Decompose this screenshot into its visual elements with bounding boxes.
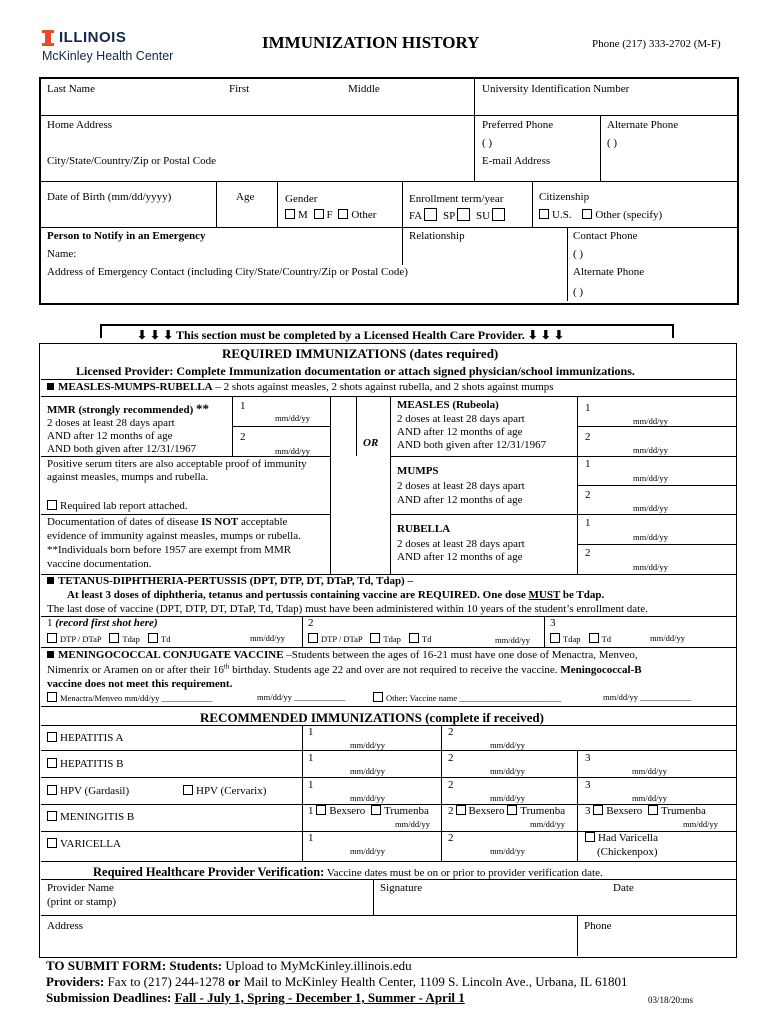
- mening-line-3: vaccine does not meet this requirement.: [47, 678, 233, 690]
- measles-dose-1-num: 1: [585, 402, 591, 414]
- dtp-dtap-checkbox[interactable]: [47, 633, 57, 643]
- preferred-phone-paren: ( ): [482, 137, 493, 149]
- required-immunizations-title: REQUIRED IMMUNIZATIONS (dates required): [222, 346, 499, 361]
- measles-rule-1: 2 doses at least 28 days apart: [397, 413, 525, 425]
- provider-print-note: (print or stamp): [47, 896, 117, 908]
- mmr-dose-1-num: 1: [240, 400, 246, 412]
- mmr-header: MEASLES-MUMPS-RUBELLA – 2 shots against measles, 2 shots against rubella, and 2 shots against mumps: [47, 381, 554, 395]
- gender-label: Gender: [285, 193, 318, 205]
- hpv-dose-2-num: 2: [448, 779, 454, 791]
- titer-note-1: Positive serum titers are also acceptable proof of immunity: [47, 458, 307, 470]
- varicella-dose-1-num: 1: [308, 832, 314, 844]
- provider-phone-field[interactable]: Phone: [584, 920, 612, 932]
- hep-b-checkbox[interactable]: [47, 758, 57, 768]
- varicella-checkbox[interactable]: [47, 838, 57, 848]
- mening-date-2[interactable]: mm/dd/yy ____________: [257, 692, 346, 702]
- tdap-checkbox[interactable]: [109, 633, 119, 643]
- rubella-dose-2-date[interactable]: mm/dd/yy: [633, 562, 668, 572]
- hep-a-dose-1-date[interactable]: mm/dd/yy: [350, 740, 385, 750]
- enrollment-options: FA SP SU: [409, 208, 508, 224]
- varicella-dose-2-num: 2: [448, 832, 454, 844]
- citizenship-label: Citizenship: [539, 191, 590, 203]
- menb-dose-2-date[interactable]: mm/dd/yy: [530, 819, 565, 829]
- emergency-title: Person to Notify in an Emergency: [47, 230, 206, 242]
- uin-field[interactable]: University Identification Number: [482, 83, 630, 95]
- mmr-rule-2: AND after 12 months of age: [47, 430, 173, 442]
- provider-banner: ⬇ ⬇ ⬇ This section must be completed by a Licensed Health Care Provider. ⬇ ⬇ ⬇: [137, 328, 564, 342]
- mumps-rule-2: AND after 12 months of age: [397, 494, 523, 506]
- alternate-contact-paren: ( ): [573, 286, 584, 298]
- tdap-col-2-label: 2: [308, 617, 314, 629]
- measles-dose-1-date[interactable]: mm/dd/yy: [633, 416, 668, 426]
- tdap-dose-3: Tdap Td: [550, 633, 611, 645]
- or-label: OR: [363, 437, 379, 449]
- gender-other-checkbox[interactable]: [338, 209, 348, 219]
- down-arrows-icon: ⬇ ⬇ ⬇: [137, 328, 174, 342]
- mmr-title: MMR (strongly recommended) **: [47, 401, 209, 416]
- signature-field[interactable]: Signature: [380, 882, 423, 894]
- down-arrows-icon: ⬇ ⬇ ⬇: [527, 328, 564, 342]
- tdap-checkbox[interactable]: [370, 633, 380, 643]
- emergency-address-field[interactable]: Address of Emergency Contact (including City/State/Country/Zip or Postal Code): [47, 266, 408, 278]
- alternate-phone-field[interactable]: Alternate Phone: [607, 119, 679, 131]
- brand-name: ILLINOIS: [59, 29, 127, 46]
- varicella-option: VARICELLA: [47, 838, 121, 852]
- trumenba-checkbox[interactable]: [648, 805, 658, 815]
- tdap-dose-2: DTP / DTaP Tdap Td: [308, 633, 431, 645]
- provider-name-field[interactable]: Provider Name: [47, 882, 114, 894]
- tdap-dose-1-date[interactable]: mm/dd/yy: [250, 633, 285, 643]
- contact-phone-paren: ( ): [573, 248, 584, 260]
- hep-a-dose-2-num: 2: [448, 726, 454, 738]
- mmr-rule-3: AND both given after 12/31/1967: [47, 443, 197, 455]
- hpv-gardasil-checkbox[interactable]: [47, 785, 57, 795]
- gender-m-checkbox[interactable]: [285, 209, 295, 219]
- hpv-cervarix-checkbox[interactable]: [183, 785, 193, 795]
- disease-doc-note-2: evidence of immunity against measles, mumps or rubella.: [47, 530, 301, 542]
- mening-other-option: Other: Vaccine name ________________________: [373, 692, 561, 704]
- recommended-title: RECOMMENDED IMMUNIZATIONS (complete if received): [200, 710, 544, 725]
- hpv-dose-2-date[interactable]: mm/dd/yy: [490, 793, 525, 803]
- bullet-square-icon: [47, 577, 54, 584]
- menactra-option: Menactra/Menveo mm/dd/yy ____________: [47, 692, 213, 704]
- health-center-name: McKinley Health Center: [42, 49, 174, 63]
- dob-field[interactable]: Date of Birth (mm/dd/yyyy): [47, 191, 172, 203]
- rubella-title: RUBELLA: [397, 523, 451, 535]
- last-name-field[interactable]: Last Name: [47, 83, 95, 95]
- varicella-dose-2-date[interactable]: mm/dd/yy: [490, 846, 525, 856]
- mumps-title: MUMPS: [397, 465, 439, 477]
- home-address-field[interactable]: Home Address: [47, 119, 113, 131]
- mmr-dose-2-date[interactable]: mm/dd/yy: [275, 446, 310, 456]
- had-varicella-option: Had Varicella: [585, 832, 658, 846]
- hep-a-checkbox[interactable]: [47, 732, 57, 742]
- rubella-rule-2: AND after 12 months of age: [397, 551, 523, 563]
- hep-b-dose-2-date[interactable]: mm/dd/yy: [490, 766, 525, 776]
- had-varicella-checkbox[interactable]: [585, 832, 595, 842]
- rubella-rule-1: 2 doses at least 28 days apart: [397, 538, 525, 550]
- relationship-field[interactable]: Relationship: [409, 230, 465, 242]
- mening-line-1: MENINGOCOCCAL CONJUGATE VACCINE –Students between the ages of 16-21 must have one dose of Menactra, Menveo,: [47, 649, 638, 663]
- submit-students-line: TO SUBMIT FORM: Students: Upload to MyMcKinley.illinois.edu: [46, 958, 412, 973]
- menb-dose-2: 2 Bexsero Trumenba: [448, 805, 566, 817]
- illinois-block-i-icon: [42, 30, 54, 46]
- trumenba-checkbox[interactable]: [507, 805, 517, 815]
- measles-title: MEASLES (Rubeola): [397, 399, 499, 411]
- mmr-rule-1: 2 doses at least 28 days apart: [47, 417, 175, 429]
- city-state-field[interactable]: City/State/Country/Zip or Postal Code: [47, 155, 216, 167]
- mumps-dose-1-date[interactable]: mm/dd/yy: [633, 473, 668, 483]
- measles-dose-2-date[interactable]: mm/dd/yy: [633, 445, 668, 455]
- bexsero-checkbox[interactable]: [456, 805, 466, 815]
- mumps-dose-1-num: 1: [585, 458, 591, 470]
- logo: [40, 26, 180, 70]
- td-checkbox[interactable]: [409, 633, 419, 643]
- hpv-dose-3-date[interactable]: mm/dd/yy: [632, 793, 667, 803]
- disease-doc-note-4: vaccine documentation.: [47, 558, 152, 570]
- preferred-phone-field[interactable]: Preferred Phone: [482, 119, 554, 131]
- mmr-dose-1-date[interactable]: mm/dd/yy: [275, 413, 310, 423]
- hep-b-dose-3-num: 3: [585, 752, 591, 764]
- menb-dose-3-date[interactable]: mm/dd/yy: [683, 819, 718, 829]
- bexsero-checkbox[interactable]: [593, 805, 603, 815]
- chickenpox-label: (Chickenpox): [597, 846, 658, 858]
- bullet-square-icon: [47, 651, 54, 658]
- bexsero-checkbox[interactable]: [316, 805, 326, 815]
- rubella-dose-1-num: 1: [585, 517, 591, 529]
- email-field[interactable]: E-mail Address: [482, 155, 551, 167]
- other-citizenship-checkbox[interactable]: [582, 209, 592, 219]
- verification-heading: Required Healthcare Provider Verification: Vaccine dates must be on or prior to provider verification date.: [93, 865, 603, 879]
- rubella-dose-1-date[interactable]: mm/dd/yy: [633, 532, 668, 542]
- mening-line-2: Nimenrix or Aramen on or after their 16th birthday. Students age 22 and over are not required to receive the vaccine. Meningococcal-B: [47, 662, 642, 676]
- disease-doc-note-3: **Individuals born before 1957 are exempt from MMR: [47, 544, 292, 556]
- menb-dose-1: 1 Bexsero Trumenba: [308, 805, 429, 817]
- tdap-dose-1: DTP / DTaP Tdap Td: [47, 633, 170, 645]
- submission-deadlines-line: Submission Deadlines: Fall - July 1, Spring - December 1, Summer - April 1: [46, 990, 465, 1005]
- citizenship-options: U.S. Other (specify): [539, 209, 662, 223]
- tdap-requirement: At least 3 doses of diphtheria, tetanus and pertussis containing vaccine are REQUIRED. One dose MUST be Tdap.: [67, 589, 605, 601]
- submit-providers-line: Providers: Fax to (217) 244-1278 or Mail to McKinley Health Center, 1109 S. Lincoln Ave., Urbana, IL 61801: [46, 974, 628, 989]
- hep-b-dose-3-date[interactable]: mm/dd/yy: [632, 766, 667, 776]
- contact-phone-field[interactable]: Contact Phone: [573, 230, 638, 242]
- rubella-dose-2-num: 2: [585, 547, 591, 559]
- measles-rule-2: AND after 12 months of age: [397, 426, 523, 438]
- disease-doc-note-1: Documentation of dates of disease IS NOT acceptable: [47, 516, 288, 528]
- measles-dose-2-num: 2: [585, 431, 591, 443]
- form-revision-code: 03/18/20:ms: [648, 995, 694, 1005]
- sp-checkbox[interactable]: [457, 208, 470, 221]
- gender-options: M F Other: [285, 209, 376, 223]
- tdap-last-dose-rule: The last dose of vaccine (DPT, DTP, DT, DTaP, Td, Tdap) must have been administered within 10 years of the student’s enrollment date.: [47, 603, 648, 615]
- alternate-phone-paren: ( ): [607, 137, 618, 149]
- page-title: IMMUNIZATION HISTORY: [262, 33, 480, 52]
- hep-b-dose-1-date[interactable]: mm/dd/yy: [350, 766, 385, 776]
- measles-rule-3: AND both given after 12/31/1967: [397, 439, 547, 451]
- tdap-checkbox[interactable]: [550, 633, 560, 643]
- hep-b-dose-2-num: 2: [448, 752, 454, 764]
- tdap-col-1-label: 1 (record first shot here): [47, 617, 158, 629]
- fa-checkbox[interactable]: [424, 208, 437, 221]
- hep-a-dose-1-num: 1: [308, 726, 314, 738]
- tdap-col-3-label: 3: [550, 617, 556, 629]
- age-field[interactable]: Age: [236, 191, 255, 203]
- mumps-rule-1: 2 doses at least 28 days apart: [397, 480, 525, 492]
- dtp-dtap-checkbox[interactable]: [308, 633, 318, 643]
- hep-a-dose-2-date[interactable]: mm/dd/yy: [490, 740, 525, 750]
- meningitis-b-checkbox[interactable]: [47, 811, 57, 821]
- gender-f-checkbox[interactable]: [314, 209, 324, 219]
- emergency-name-field[interactable]: Name:: [47, 248, 77, 260]
- tdap-dose-2-date[interactable]: mm/dd/yy: [495, 635, 530, 645]
- mening-date-3[interactable]: mm/dd/yy ____________: [603, 692, 692, 702]
- td-checkbox[interactable]: [148, 633, 158, 643]
- hep-b-option: HEPATITIS B: [47, 758, 123, 772]
- hpv-dose-1-num: 1: [308, 779, 314, 791]
- tdap-header: TETANUS-DIPHTHERIA-PERTUSSIS (DPT, DTP, DT, DTaP, Td, Tdap) –: [47, 575, 413, 589]
- enrollment-label: Enrollment term/year: [409, 193, 504, 205]
- titer-note-2: against measles, mumps and rubella.: [47, 471, 209, 483]
- hpv-cervarix-option: HPV (Cervarix): [183, 785, 266, 799]
- td-checkbox[interactable]: [589, 633, 599, 643]
- varicella-dose-1-date[interactable]: mm/dd/yy: [350, 846, 385, 856]
- menactra-checkbox[interactable]: [47, 692, 57, 702]
- lab-report-option: Required lab report attached.: [47, 500, 188, 514]
- mumps-dose-2-num: 2: [585, 489, 591, 501]
- middle-name-field[interactable]: Middle: [348, 83, 380, 95]
- office-phone: Phone (217) 333-2702 (M-F): [592, 38, 721, 50]
- mmr-dose-2-num: 2: [240, 431, 246, 443]
- bullet-square-icon: [47, 383, 54, 390]
- us-checkbox[interactable]: [539, 209, 549, 219]
- menb-dose-3: 3 Bexsero Trumenba: [585, 805, 706, 817]
- hep-a-option: HEPATITIS A: [47, 732, 123, 746]
- hpv-gardasil-option: HPV (Gardasil): [47, 785, 129, 799]
- tdap-dose-3-date[interactable]: mm/dd/yy: [650, 633, 685, 643]
- alternate-contact-phone-field[interactable]: Alternate Phone: [573, 266, 645, 278]
- hep-b-dose-1-num: 1: [308, 752, 314, 764]
- menb-dose-1-date[interactable]: mm/dd/yy: [395, 819, 430, 829]
- licensed-provider-instructions: Licensed Provider: Complete Immunization documentation or attach signed physician/school immunizations.: [76, 364, 635, 378]
- provider-address-field[interactable]: Address: [47, 920, 84, 932]
- hpv-dose-1-date[interactable]: mm/dd/yy: [350, 793, 385, 803]
- meningitis-b-option: MENINGITIS B: [47, 811, 134, 825]
- other-vaccine-checkbox[interactable]: [373, 692, 383, 702]
- trumenba-checkbox[interactable]: [371, 805, 381, 815]
- verification-date-field[interactable]: Date: [613, 882, 634, 894]
- su-checkbox[interactable]: [492, 208, 505, 221]
- lab-report-checkbox[interactable]: [47, 500, 57, 510]
- hpv-dose-3-num: 3: [585, 779, 591, 791]
- mumps-dose-2-date[interactable]: mm/dd/yy: [633, 503, 668, 513]
- first-name-field[interactable]: First: [229, 83, 250, 95]
